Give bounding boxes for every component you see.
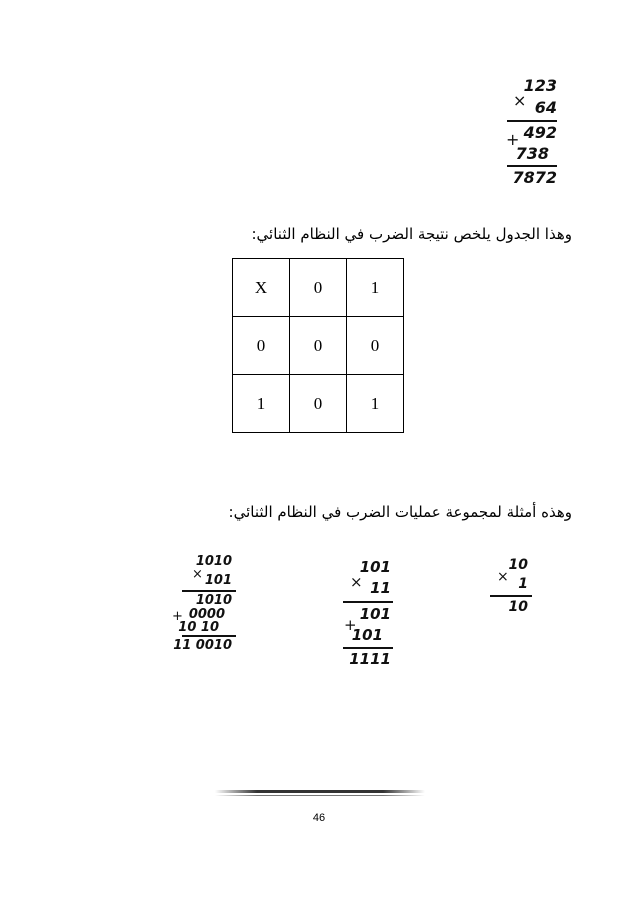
divider-line — [343, 647, 393, 649]
multiplicand: 101 — [359, 558, 391, 576]
partial-product-1: 492 — [523, 123, 557, 142]
times-sign: × — [350, 573, 363, 591]
result: 11 0010 — [173, 638, 232, 653]
page-number: 46 — [312, 812, 326, 824]
partial-product-3: 10 10 — [178, 620, 219, 635]
footer-divider-thin — [215, 795, 425, 796]
table-row — [233, 317, 404, 375]
binary-example-1 — [490, 558, 532, 618]
times-sign: × — [513, 91, 527, 110]
multiplier: 64 — [534, 98, 557, 117]
decimal-multiplication — [505, 78, 557, 188]
partial-product-1: 1010 — [195, 593, 232, 608]
partial-product-2: 101 — [351, 626, 383, 644]
intro-paragraph: وهذا الجدول يلخص نتيجة الضرب في النظام الثنائي: — [251, 225, 572, 243]
times-sign: × — [192, 567, 203, 582]
divider-line — [490, 595, 532, 597]
multiplicand: 10 — [508, 557, 528, 573]
table-cell: 1 — [233, 375, 290, 433]
partial-product-2: 0000 — [188, 607, 225, 622]
examples-paragraph: وهذه أمثلة لمجموعة عمليات الضرب في النظام الثنائي: — [228, 503, 572, 521]
plus-sign: + — [344, 616, 357, 634]
table-cell: 0 — [290, 259, 347, 317]
times-sign: × — [497, 569, 509, 585]
multiplicand: 123 — [523, 76, 557, 95]
binary-multiplication-table — [232, 258, 404, 433]
multiplier: 101 — [204, 573, 232, 588]
result: 1111 — [349, 650, 391, 668]
divider-line — [343, 601, 393, 603]
plus-sign: + — [172, 609, 183, 624]
binary-example-2 — [343, 560, 393, 670]
divider-line — [507, 165, 557, 167]
table-cell: 1 — [347, 259, 404, 317]
divider-line — [182, 635, 236, 637]
result: 7872 — [512, 168, 557, 187]
table-cell: 0 — [347, 317, 404, 375]
footer-divider — [215, 790, 425, 793]
result: 10 — [508, 599, 528, 615]
multiplier: 11 — [370, 579, 391, 597]
multiplier: 1 — [518, 576, 528, 592]
divider-line — [507, 120, 557, 122]
table-cell: 0 — [290, 375, 347, 433]
table-cell: X — [233, 259, 290, 317]
table-cell: 0 — [233, 317, 290, 375]
table-cell: 1 — [347, 375, 404, 433]
table-cell: 0 — [290, 317, 347, 375]
table-row — [233, 259, 404, 317]
binary-example-3 — [172, 555, 236, 655]
multiplicand: 1010 — [195, 554, 232, 569]
divider-line — [182, 590, 236, 592]
partial-product-2: 738 — [515, 144, 549, 163]
table-row — [233, 375, 404, 433]
partial-product-1: 101 — [359, 605, 391, 623]
plus-sign: + — [506, 130, 520, 149]
